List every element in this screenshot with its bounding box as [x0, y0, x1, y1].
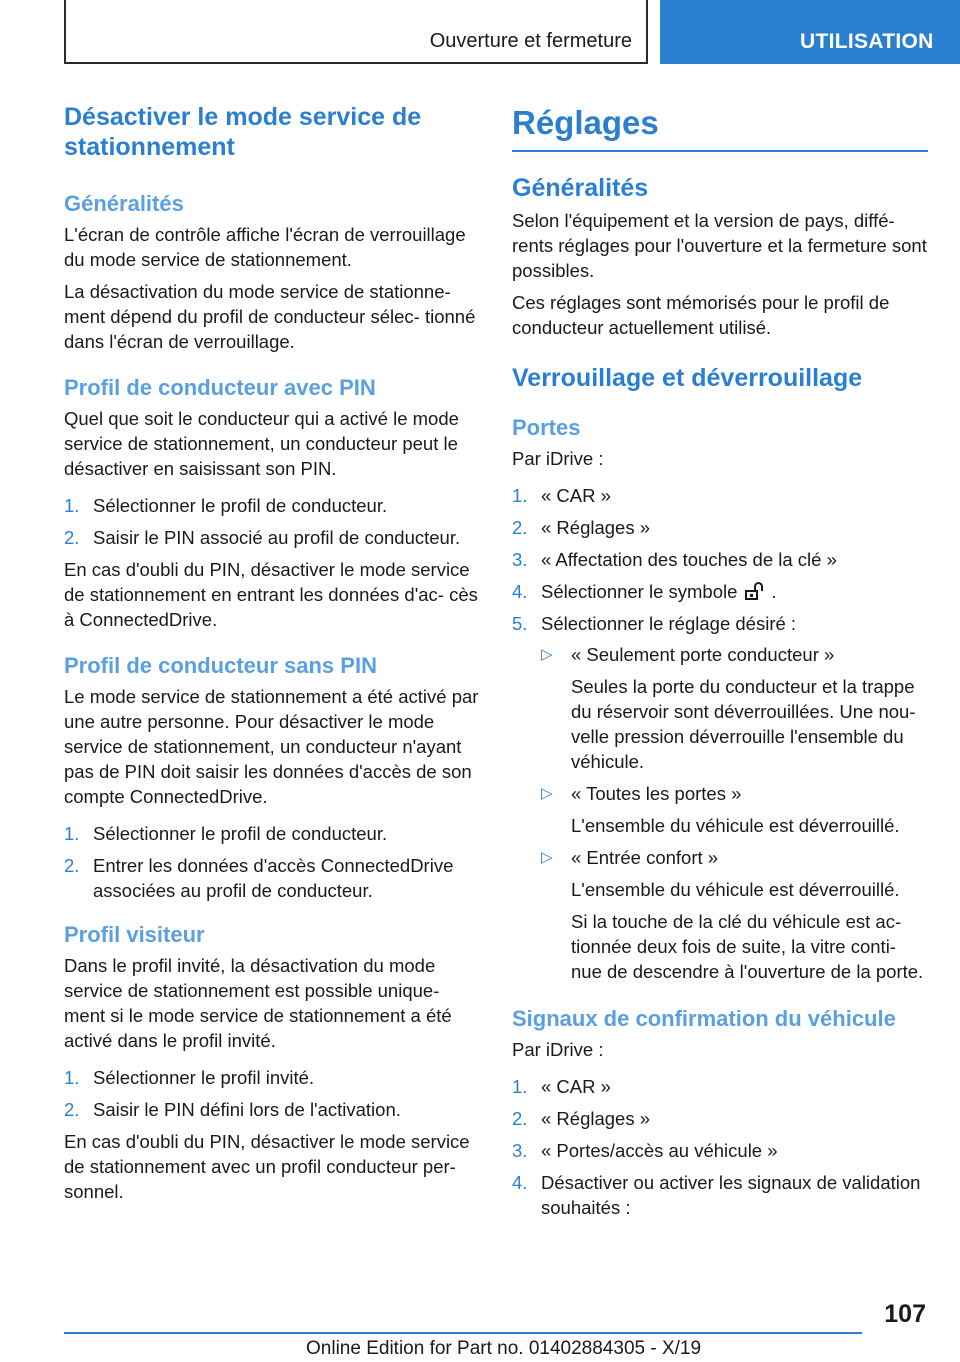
step-text: Sélectionner le profil de conducteur. — [93, 495, 388, 516]
step-number: 2. — [64, 527, 80, 548]
step-number: 1. — [64, 1067, 80, 1088]
step-text: « Réglages » — [541, 1108, 651, 1129]
list-item — [512, 483, 928, 508]
list-item — [64, 493, 480, 518]
list-item — [64, 853, 480, 903]
page-number: 107 — [884, 1300, 926, 1328]
list-item — [512, 579, 928, 604]
section-title-reglages: Réglages — [512, 102, 928, 152]
step-text: « CAR » — [541, 1076, 611, 1097]
step-number: 3. — [512, 549, 528, 570]
heading-generalites-right: Généralités — [512, 174, 649, 202]
steps-list — [512, 1074, 928, 1220]
step-text: Sélectionner le symbole — [541, 581, 738, 602]
paragraph: En cas d'oubli du PIN, désactiver le mode service de stationnement avec un profil conducteur per‐ sonnel. — [64, 1131, 470, 1202]
step-number: 1. — [512, 1076, 528, 1097]
header-section-title: Ouverture et fermeture — [429, 30, 632, 52]
step-number: 3. — [512, 1140, 528, 1161]
step-text: « Affectation des touches de la clé » — [541, 549, 837, 570]
footer-edition: Online Edition for Part no. 01402884305 - X/19 — [306, 1338, 702, 1359]
heading-profil-visiteur: Profil visiteur — [64, 922, 205, 947]
step-text: Sélectionner le profil invité. — [93, 1067, 315, 1088]
step-text: Sélectionner le profil de conducteur. — [93, 823, 388, 844]
heading-verrouillage: Verrouillage et déverrouillage — [512, 364, 863, 392]
option-item — [541, 781, 928, 838]
list-item — [512, 1138, 928, 1163]
step-number: 2. — [64, 1099, 80, 1120]
steps-list — [64, 821, 480, 903]
header-box — [64, 0, 648, 64]
step-number: 2. — [512, 517, 528, 538]
right-column — [512, 102, 928, 1227]
triangle-bullet-icon: ▷ — [541, 646, 553, 663]
paragraph: Ces réglages sont mémorisés pour le profil de conducteur actuellement utilisé. — [512, 292, 890, 338]
list-item — [64, 525, 480, 550]
step-number: 1. — [64, 823, 80, 844]
left-column — [64, 102, 480, 1211]
list-item — [64, 821, 480, 846]
triangle-bullet-icon: ▷ — [541, 785, 553, 802]
footer-divider — [64, 1332, 862, 1334]
heading-generalites-left: Généralités — [64, 191, 184, 216]
unlock-icon — [745, 582, 765, 600]
triangle-bullet-icon: ▷ — [541, 849, 553, 866]
option-label: « Toutes les portes » — [571, 783, 742, 804]
step-text: Désactiver ou activer les signaux de validation souhaités : — [541, 1172, 921, 1218]
option-description: Seules la porte du conducteur et la trappe du réservoir sont déverrouillées. Une nou‐ velle pression déverrouille l'ensemble du véhicule. — [571, 676, 916, 772]
step-number: 4. — [512, 1172, 528, 1193]
step-text: Saisir le PIN associé au profil de conducteur. — [93, 527, 461, 548]
paragraph: Selon l'équipement et la version de pays, diffé‐ rents réglages pour l'ouverture et la fermeture sont possibles. — [512, 210, 927, 281]
options-list — [541, 642, 928, 984]
paragraph: L'écran de contrôle affiche l'écran de verrouillage du mode service de stationnement. — [64, 224, 466, 270]
header-tab — [660, 0, 960, 64]
paragraph: En cas d'oubli du PIN, désactiver le mode service de stationnement en entrant les données d'ac‐ cès à ConnectedDrive. — [64, 559, 478, 630]
step-suffix: . — [771, 581, 777, 602]
step-text: « Portes/accès au véhicule » — [541, 1140, 778, 1161]
list-item — [64, 1097, 480, 1122]
list-item — [512, 1106, 928, 1131]
step-text: « CAR » — [541, 485, 611, 506]
option-description: Si la touche de la clé du véhicule est ac‐ tionnée deux fois de suite, la vitre conti‐ nue de descendre à l'ouverture de la porte. — [571, 911, 924, 982]
list-item — [512, 1170, 928, 1220]
list-item — [512, 547, 928, 572]
heading-signaux: Signaux de confirmation du véhicule — [512, 1006, 896, 1031]
option-item — [541, 642, 928, 774]
header-tab-label: UTILISATION — [800, 30, 934, 53]
step-text: Sélectionner le réglage désiré : — [541, 613, 797, 634]
step-text: Entrer les données d'accès ConnectedDrive associées au profil de conducteur. — [93, 855, 454, 901]
step-number: 1. — [64, 495, 80, 516]
list-item — [512, 1074, 928, 1099]
list-item — [64, 1065, 480, 1090]
list-item — [512, 515, 928, 540]
option-item — [541, 845, 928, 984]
paragraph: Dans le profil invité, la désactivation du mode service de stationnement est possible unique‐ ment si le mode service de stationnement a été activé dans le profil invité. — [64, 955, 452, 1051]
paragraph: Par iDrive : — [512, 448, 604, 469]
steps-list — [512, 483, 928, 984]
step-number: 2. — [64, 855, 80, 876]
paragraph: Le mode service de stationnement a été activé par une autre personne. Pour désactiver le mode service de stationnement, un conducteur n'ayant pas de PIN doit saisir les données d'accès de son compte ConnectedDrive. — [64, 686, 479, 807]
step-text: Saisir le PIN défini lors de l'activation. — [93, 1099, 401, 1120]
step-number: 1. — [512, 485, 528, 506]
option-label: « Entrée confort » — [571, 847, 719, 868]
step-number: 2. — [512, 1108, 528, 1129]
step-text: « Réglages » — [541, 517, 651, 538]
step-number: 4. — [512, 581, 528, 602]
steps-list — [64, 1065, 480, 1122]
option-description: L'ensemble du véhicule est déverrouillé. — [571, 815, 900, 836]
option-label: « Seulement porte conducteur » — [571, 644, 835, 665]
list-item — [512, 611, 928, 984]
paragraph: Quel que soit le conducteur qui a activé le mode service de stationnement, un conducteur peut le désactiver en saisissant son PIN. — [64, 408, 459, 479]
heading-portes: Portes — [512, 415, 581, 440]
heading-profil-sans-pin: Profil de conducteur sans PIN — [64, 653, 377, 678]
paragraph: La désactivation du mode service de stationne‐ ment dépend du profil de conducteur sélec‐ tionné dans l'écran de verrouillage. — [64, 281, 476, 352]
option-description: L'ensemble du véhicule est déverrouillé. — [571, 879, 900, 900]
paragraph: Par iDrive : — [512, 1039, 604, 1060]
section-title-parking-mode: Désactiver le mode service de stationnement — [64, 103, 422, 161]
heading-profil-avec-pin: Profil de conducteur avec PIN — [64, 375, 376, 400]
step-number: 5. — [512, 613, 528, 634]
steps-list — [64, 493, 480, 550]
